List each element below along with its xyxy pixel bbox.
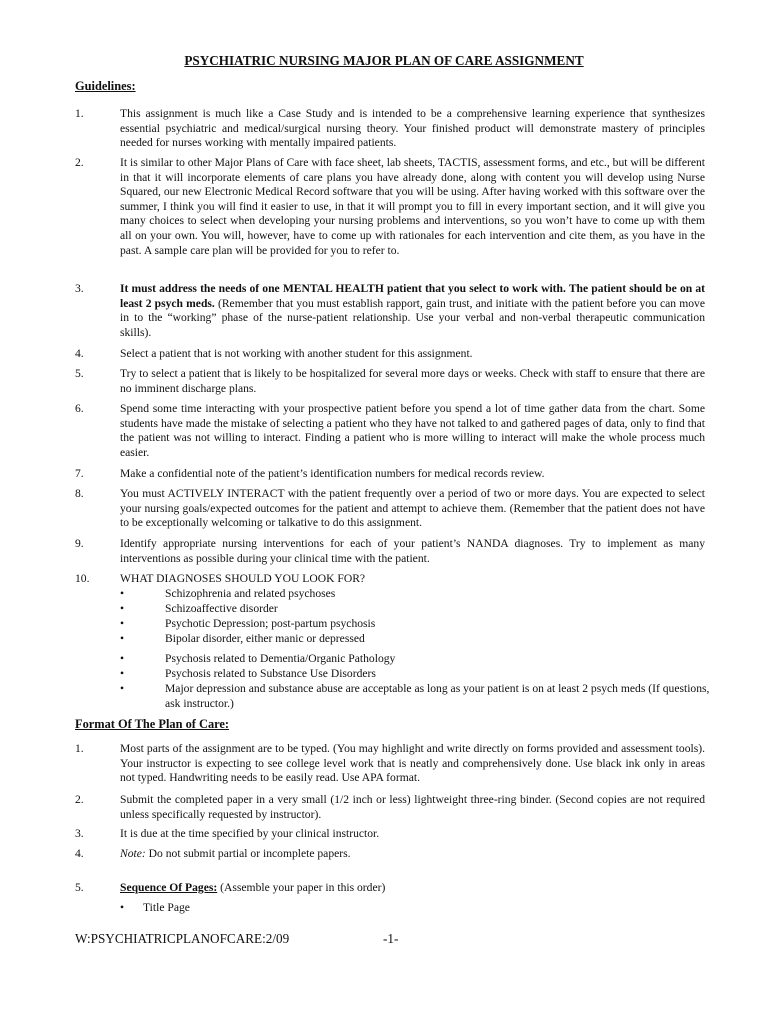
item-rest-text: (Remember that you must establish rapport, gain trust, and initiate with the patient before you can move in to the “working” phase of the nurse-patient relationship. Use your verbal and non-verbal therapeutic communication skills). bbox=[120, 296, 705, 339]
item-text: Make a confidential note of the patient’s identification numbers for medical records review. bbox=[120, 467, 545, 480]
diagnosis-bullet bbox=[120, 587, 710, 602]
bullet-icon: • bbox=[120, 587, 125, 600]
diagnosis-text: Schizophrenia and related psychoses bbox=[165, 587, 336, 600]
bullet-icon: • bbox=[120, 667, 125, 680]
item-text: Try to select a patient that is likely to be hospitalized for several more days or weeks. Check with staff to ensure that there are no imminent discharge plans. bbox=[120, 367, 705, 395]
item-bold-text: It must address the needs of one MENTAL HEALTH patient that you select to work with. The patient should be on at least 2 psych meds. bbox=[120, 282, 705, 310]
bullet-icon: • bbox=[120, 652, 125, 665]
format-item-2 bbox=[75, 793, 705, 822]
guideline-item-5 bbox=[75, 367, 705, 396]
bullet-icon: • bbox=[120, 682, 125, 695]
item-number: 5. bbox=[75, 367, 84, 380]
diagnosis-text: Psychosis related to Dementia/Organic Pathology bbox=[165, 652, 396, 665]
item-text: Select a patient that is not working with another student for this assignment. bbox=[120, 347, 473, 360]
page-number: -1- bbox=[383, 931, 399, 946]
item-number: 9. bbox=[75, 537, 84, 550]
bullet-icon: • bbox=[120, 901, 125, 914]
diagnosis-bullet bbox=[120, 632, 710, 647]
sequence-heading: Sequence Of Pages: bbox=[120, 881, 218, 894]
footer bbox=[75, 931, 399, 947]
item-number: 7. bbox=[75, 467, 84, 480]
footer-code: W:PSYCHIATRICPLANOFCARE:2/09 bbox=[75, 931, 290, 946]
page-list-bullet bbox=[120, 901, 710, 916]
document-title: PSYCHIATRIC NURSING MAJOR PLAN OF CARE ASSIGNMENT bbox=[184, 53, 584, 68]
page-list-text: Title Page bbox=[143, 901, 190, 914]
bullet-icon: • bbox=[120, 617, 125, 630]
bullet-icon: • bbox=[120, 632, 125, 645]
item-number: 2. bbox=[75, 793, 84, 806]
item-text: WHAT DIAGNOSES SHOULD YOU LOOK FOR? bbox=[120, 572, 366, 585]
item-text: It is due at the time specified by your clinical instructor. bbox=[120, 827, 380, 840]
item-number: 3. bbox=[75, 827, 84, 840]
diagnosis-bullet bbox=[120, 617, 710, 632]
note-text: Do not submit partial or incomplete papers. bbox=[145, 847, 351, 860]
guideline-item-6 bbox=[75, 402, 705, 460]
item-number: 2. bbox=[75, 156, 84, 169]
diagnosis-text: Major depression and substance abuse are acceptable as long as your patient is on at least 2 psych meds (If questions, ask instructor.) bbox=[165, 682, 710, 710]
diagnosis-text: Psychotic Depression; post-partum psychosis bbox=[165, 617, 376, 630]
guideline-item-10 bbox=[75, 572, 705, 587]
item-number: 5. bbox=[75, 881, 84, 894]
item-text: It is similar to other Major Plans of Care with face sheet, lab sheets, TACTIS, assessment forms, and etc., but will be different in that it will incorporate elements of care plans you have already done, along with content you will develop using Nurse Squared, our new Electronic Medical Record software that you will be using. After having worked with this software over the summer, I think you will find it easier to use, in that it will prompt you to fill in every important section, and it will give you many choices to select when developing your nursing problems and interventions, so you won’t have to come up with them all on your own. You will, however, have to come up with rationales for each intervention and cite them, as you have in the past. A sample care plan will be provided for you to refer to. bbox=[120, 156, 705, 257]
item-text: You must ACTIVELY INTERACT with the patient frequently over a period of two or more days. You are expected to select your nursing goals/expected outcomes for the patient and attempt to achieve them. (Remember that the patient does not have to be exceptionally welcoming or talkative to do this assignment. bbox=[120, 487, 705, 530]
bullet-icon: • bbox=[120, 602, 125, 615]
item-text bbox=[120, 881, 705, 896]
item-text: Submit the completed paper in a very small (1/2 inch or less) lightweight three-ring binder. (Second copies are not required unless specifically requested by instructor). bbox=[120, 793, 705, 821]
guideline-item-4 bbox=[75, 347, 705, 362]
guideline-item-8 bbox=[75, 487, 705, 531]
guidelines-heading: Guidelines: bbox=[75, 79, 136, 93]
format-item-1 bbox=[75, 742, 705, 786]
item-number: 6. bbox=[75, 402, 84, 415]
item-text: This assignment is much like a Case Study and is intended to be a comprehensive learning experience that synthesizes essential psychiatric and medical/surgical nursing theory. Your finished product will demonstrate mastery of principles needed for nurses working with mentally impaired patients. bbox=[120, 107, 705, 150]
item-text bbox=[120, 282, 705, 340]
format-item-3 bbox=[75, 827, 705, 842]
guideline-item-2 bbox=[75, 156, 705, 258]
item-text: Spend some time interacting with your prospective patient before you spend a lot of time gather data from the chart. Some students have made the mistake of selecting a patient who they have not talked to and gathered pages of data, only to find that the patient was not willing to interact. Finding a patient who is more willing to interact will make the whole process much easier. bbox=[120, 402, 705, 459]
diagnosis-text: Bipolar disorder, either manic or depressed bbox=[165, 632, 365, 645]
diagnosis-bullet bbox=[120, 602, 710, 617]
diagnosis-text: Psychosis related to Substance Use Disorders bbox=[165, 667, 376, 680]
note-label: Note: bbox=[120, 847, 146, 860]
diagnosis-bullet bbox=[120, 682, 710, 711]
diagnosis-bullet bbox=[120, 652, 710, 667]
format-heading: Format Of The Plan of Care: bbox=[75, 717, 230, 731]
item-text: Most parts of the assignment are to be typed. (You may highlight and write directly on forms provided and assessment tools). Your instructor is expecting to see college level work that is neatly and comprehensively done. Use black ink only in areas not typed. Handwriting needs to be easily read. Use APA format. bbox=[120, 742, 705, 785]
item-text: Identify appropriate nursing interventions for each of your patient’s NANDA diagnoses. Try to implement as many interventions as possible during your clinical time with the patient. bbox=[120, 537, 705, 565]
guideline-item-7 bbox=[75, 467, 705, 482]
guideline-item-1 bbox=[75, 107, 705, 151]
item-number: 3. bbox=[75, 282, 84, 295]
item-number: 1. bbox=[75, 742, 84, 755]
item-number: 1. bbox=[75, 107, 84, 120]
diagnosis-text: Schizoaffective disorder bbox=[165, 602, 278, 615]
format-item-4 bbox=[75, 847, 705, 862]
item-number: 8. bbox=[75, 487, 84, 500]
format-item-5 bbox=[75, 881, 705, 896]
item-number: 4. bbox=[75, 847, 84, 860]
guideline-item-3 bbox=[75, 282, 705, 340]
guideline-item-9 bbox=[75, 537, 705, 566]
sequence-text: (Assemble your paper in this order) bbox=[217, 881, 386, 894]
item-number: 4. bbox=[75, 347, 84, 360]
item-text bbox=[120, 847, 705, 862]
diagnosis-bullet bbox=[120, 667, 710, 682]
item-number: 10. bbox=[75, 572, 90, 585]
